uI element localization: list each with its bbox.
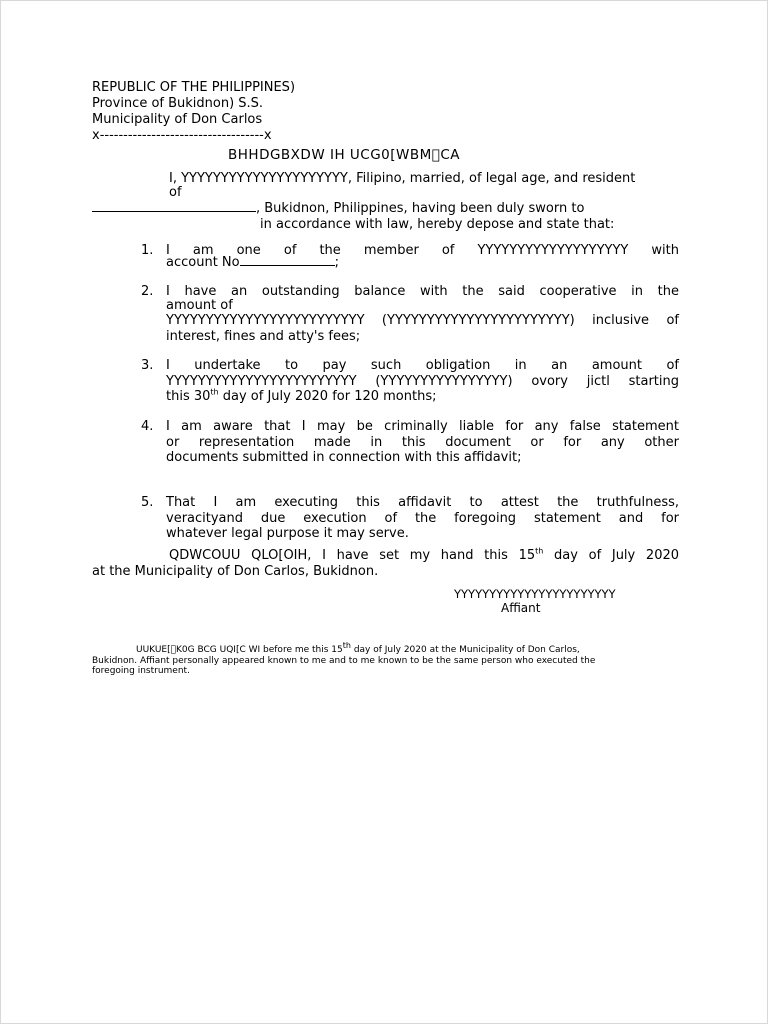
- jurat-line-1: [92, 641, 672, 656]
- list-item: [141, 495, 679, 542]
- affiant-label: Affiant: [501, 601, 541, 615]
- residence-blank: [92, 201, 256, 212]
- list-item: [141, 358, 679, 405]
- item-number: 2.: [141, 284, 154, 299]
- item-text: amount of: [166, 297, 233, 313]
- jurat-line-3: foregoing instrument.: [92, 666, 190, 676]
- witness-clause-line-2: at the Municipality of Don Carlos, Bukidnon.: [92, 564, 379, 579]
- item-number: 1.: [141, 243, 154, 258]
- ordinal-suffix: th: [535, 546, 544, 556]
- header-divider: x-----------------------------------x: [92, 128, 272, 143]
- item-text: ;: [334, 254, 339, 270]
- item-text: That I am executing this affidavit to attest the truthfulness,: [166, 495, 679, 510]
- item-text: I undertake to pay such obligation in an amount of: [166, 358, 679, 373]
- account-label: account No: [166, 254, 240, 270]
- intro-line-2: [92, 201, 584, 216]
- witness-text-part: QDWCOUU QLO[OIH, I have set my hand this 15: [169, 548, 536, 563]
- ordinal-suffix: th: [342, 641, 351, 650]
- jurat-text-part: UUKUE[ K0G BCG UQI[C WI before me this 15: [136, 645, 343, 655]
- header-republic: REPUBLIC OF THE PHILIPPINES): [92, 80, 296, 95]
- item-text-part: this 30: [166, 389, 211, 404]
- item-number: 5.: [141, 495, 154, 510]
- item-number: 3.: [141, 358, 154, 373]
- header-province: Province of Bukidnon) S.S.: [92, 96, 264, 111]
- header-municipality: Municipality of Don Carlos: [92, 112, 263, 127]
- item-text: documents submitted in connection with this affidavit;: [166, 450, 522, 465]
- account-number-blank: [240, 255, 335, 266]
- item-text: or representation made in this document or for any other: [166, 434, 679, 450]
- item-text-part: day of July 2020 for 120 months;: [218, 389, 437, 404]
- list-item: [141, 284, 679, 344]
- item-text: YYYYYYYYYYYYYYYYYYYYYYYY (YYYYYYYYYYYYYYYY) ovory jictl starting: [166, 373, 679, 389]
- venue-header: [92, 80, 295, 144]
- document-title: BHHDGBXDW IH UCG0[WBM CA: [228, 147, 461, 163]
- item-text: interest, fines and atty's fees;: [166, 328, 361, 344]
- intro-line-3: in accordance with law, hereby depose and state that:: [260, 217, 615, 232]
- item-text: veracityand due execution of the foregoing statement and for: [166, 510, 679, 526]
- affiant-name: YYYYYYYYYYYYYYYYYYYYYYY: [454, 587, 616, 601]
- witness-clause-line-1: [169, 548, 679, 563]
- intro-line-2-text: , Bukidnon, Philippines, having been duly sworn to: [256, 201, 585, 216]
- item-text: [166, 389, 679, 405]
- item-text: I am aware that I may be criminally liable for any false statement: [166, 419, 679, 434]
- item-text: whatever legal purpose it may serve.: [166, 526, 409, 541]
- ordinal-suffix: th: [210, 387, 219, 397]
- jurat-text-part: day of July 2020 at the Municipality of Don Carlos,: [350, 645, 580, 655]
- jurat-line-2: Bukidnon. Affiant personally appeared known to me and to me known to be the same person who executed the: [92, 655, 596, 666]
- item-number: 4.: [141, 419, 154, 434]
- item-text: YYYYYYYYYYYYYYYYYYYYYYYYY (YYYYYYYYYYYYYYYYYYYYYYY) inclusive of: [166, 313, 679, 328]
- item-text: I have an outstanding balance with the said cooperative in the: [166, 284, 679, 299]
- list-item: [141, 243, 679, 270]
- jurat: [92, 641, 672, 677]
- intro-line-1: I, YYYYYYYYYYYYYYYYYYYYY, Filipino, married, of legal age, and resident of: [169, 171, 636, 200]
- list-item: [141, 419, 679, 466]
- witness-text-part: day of July 2020: [543, 548, 680, 563]
- item-text: I am one of the member of YYYYYYYYYYYYYYYYYYY with: [166, 243, 679, 258]
